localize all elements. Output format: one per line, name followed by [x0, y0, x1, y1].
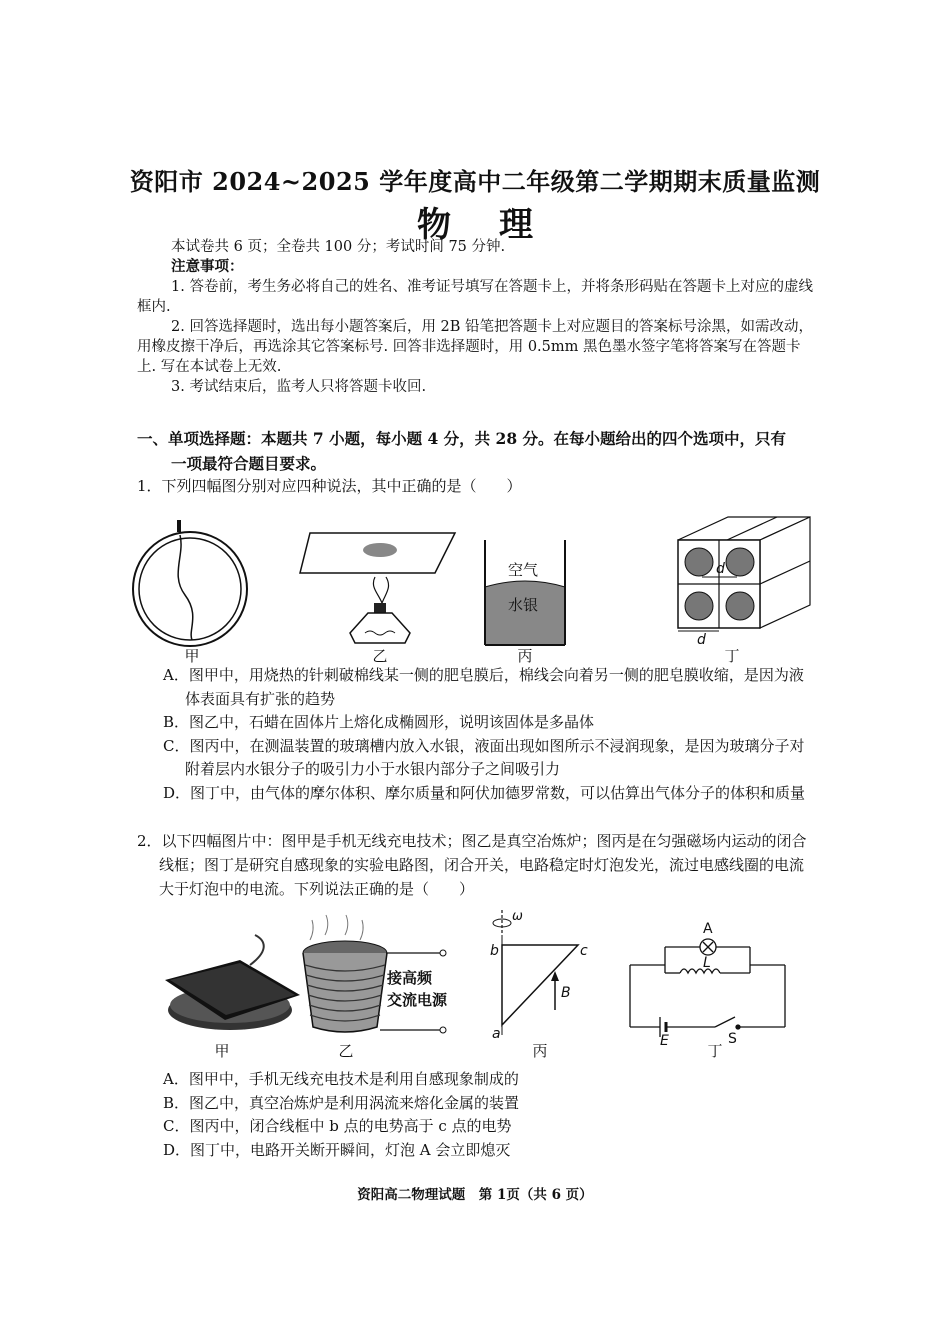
subject-title: 物理	[417, 205, 581, 245]
q1-fig-yi	[300, 533, 455, 643]
section-heading-line2: 一项最符合题目要求。	[171, 454, 327, 473]
q2-stem: 2．以下四幅图片中：图甲是手机无线充电技术；图乙是真空冶炼炉；图丙是在匀强磁场内运动的闭合线框；图丁是研究自感现象的实验电路图，闭合开关，电路稳定时灯泡发光，流过电感线圈的电流大于灯泡中的电流。下列说法正确的是（ ）	[137, 832, 807, 898]
q2-fig-furnace-label-1: 接高频	[387, 969, 433, 987]
q1-caption-yi: 乙	[372, 647, 388, 665]
q2-option-a: A．图甲中，手机无线充电技术是利用自感现象制成的	[163, 1070, 519, 1088]
exam-title: 资阳市 2024~2025 学年度高中二年级第二学期期末质量监测	[129, 167, 821, 196]
q2-caption-bing: 丙	[532, 1042, 548, 1060]
q2-option-b: B．图乙中，真空冶炼炉是利用涡流来熔化金属的装置	[163, 1093, 520, 1112]
q1-figures	[130, 515, 830, 665]
q2-caption-jia: 甲	[214, 1042, 230, 1060]
notes-item-1: 1. 答卷前，考生务必将自己的姓名、准考证号填写在答题卡上，并将条形码贴在答题卡上对应的虚线框内.	[137, 279, 813, 315]
q2-options	[163, 1068, 818, 1162]
page-footer: 资阳高二物理试题 第 1页（共 6 页）	[357, 1187, 593, 1203]
notes-item-2: 2. 回答选择题时，选出每小题答案后，用 2B 铅笔把答题卡上对应题目的答案标号涂黑，如需改动，用橡皮擦干净后，再选涂其它答案标号. 回答非选择题时，用 0.5mm 黑色墨水签字笔将答案写在答题卡上. 写在本试卷上无效.	[137, 319, 814, 375]
section-heading	[137, 426, 827, 476]
q2-fig-b: b	[490, 943, 499, 959]
q1-caption-jia: 甲	[184, 647, 200, 665]
notes-heading: 注意事项：	[171, 258, 244, 275]
q2-fig-E: E	[660, 1033, 669, 1045]
q1-fig-mercury-label: 水银	[508, 596, 539, 614]
q2-fig-a: a	[492, 1026, 501, 1042]
section-heading-line1: 一、单项选择题：本题共 7 小题，每小题 4 分，共 28 分。在每小题给出的四个选项中，只有	[137, 429, 787, 448]
q2-fig-jia	[165, 935, 300, 1030]
q1-option-a: A．图甲中，用烧热的针刺破棉线某一侧的肥皂膜后，棉线会向着另一侧的肥皂膜收缩，是因为液体表面具有扩张的趋势	[163, 666, 804, 708]
q1-fig-air-label: 空气	[508, 561, 539, 579]
q1-fig-d-label-bottom: d	[697, 632, 706, 648]
notes-intro: 本试卷共 6 页；全卷共 100 分；考试时间 75 分钟.	[171, 239, 506, 255]
q1-option-c: C．图丙中，在测温装置的玻璃槽内放入水银，液面出现如图所示不浸润现象，是因为玻璃分子对附着层内水银分子的吸引力小于水银内部分子之间吸引力	[163, 736, 805, 778]
q2-caption-yi: 乙	[338, 1042, 354, 1060]
q1-option-b: B．图乙中，石蜡在固体片上熔化成椭圆形，说明该固体是多晶体	[163, 713, 595, 731]
q2-option-c: C．图丙中，闭合线框中 b 点的电势高于 c 点的电势	[163, 1117, 512, 1135]
q2-fig-L: L	[703, 955, 711, 971]
q2-fig-A: A	[703, 921, 713, 937]
q2-fig-furnace-label-2: 交流电源	[387, 991, 448, 1009]
q1-caption-ding: 丁	[724, 647, 740, 665]
q1-caption-bing: 丙	[517, 647, 533, 665]
q2-fig-B: B	[561, 985, 571, 1001]
q2-fig-ding	[630, 939, 785, 1037]
q1-fig-d-label-top: d	[716, 561, 725, 577]
q2-caption-ding: 丁	[707, 1042, 723, 1060]
q1-fig-jia	[133, 520, 247, 646]
q2-fig-omega: ω	[512, 909, 523, 924]
q1-option-d: D．图丁中，由气体的摩尔体积、摩尔质量和阿伏加德罗常数，可以估算出气体分子的体积和质量	[163, 783, 806, 802]
q1-options	[163, 664, 818, 805]
q2-fig-yi	[303, 915, 448, 1033]
q2-fig-S: S	[728, 1031, 737, 1045]
q2-figures	[150, 905, 800, 1045]
q2-fig-bing	[490, 909, 588, 1042]
q1-stem: 1．下列四幅图分别对应四种说法，其中正确的是（ ）	[137, 477, 522, 495]
q2-fig-c: c	[580, 943, 588, 959]
q1-fig-bing	[485, 540, 565, 645]
exam-notes	[137, 237, 815, 397]
q1-fig-ding	[678, 517, 810, 648]
notes-item-3: 3. 考试结束后，监考人只将答题卡收回.	[171, 379, 427, 395]
q2-option-d: D．图丁中，电路开关断开瞬间，灯泡 A 会立即熄灭	[163, 1140, 511, 1159]
